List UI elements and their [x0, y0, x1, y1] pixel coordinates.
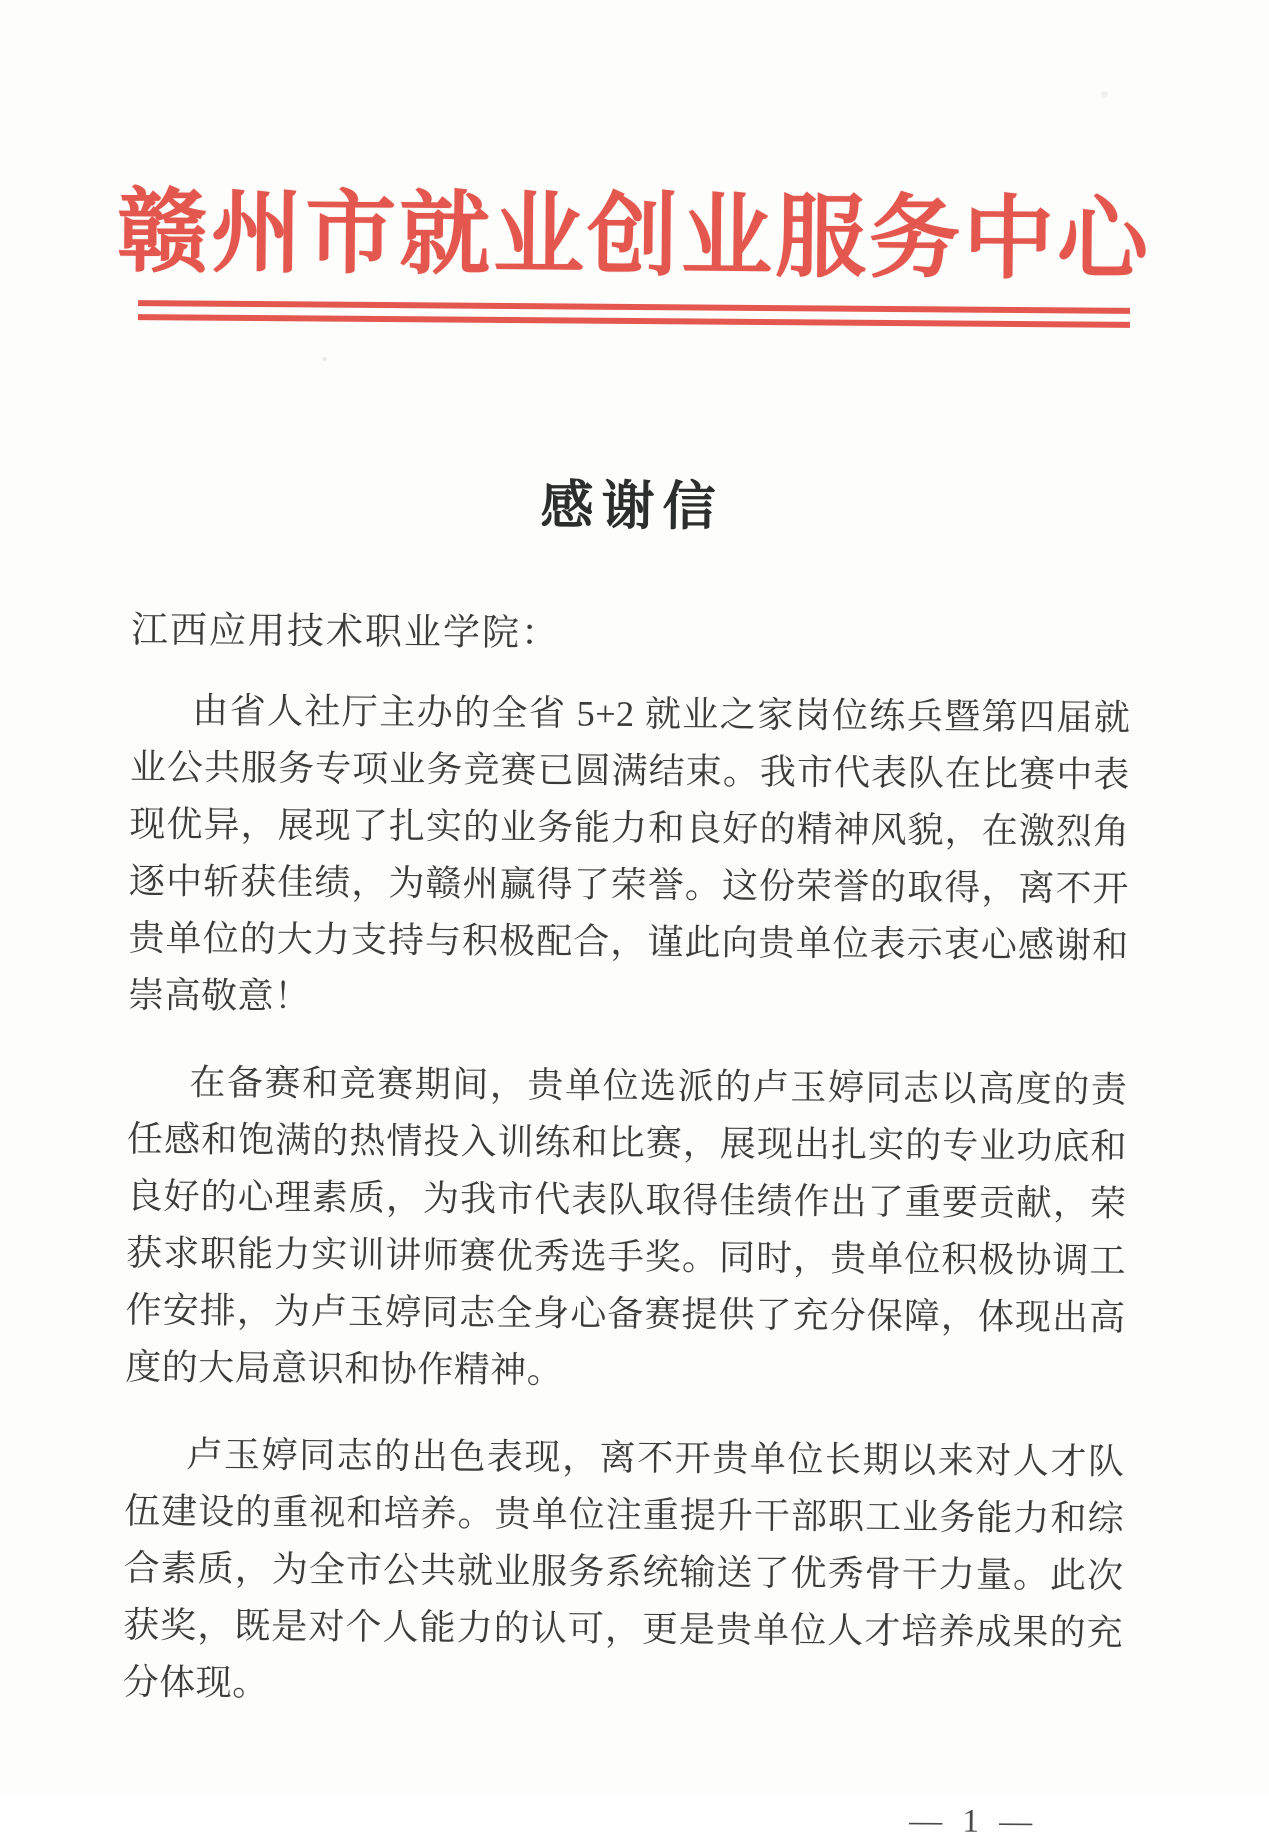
letterhead-title: 赣州市就业创业服务中心 — [116, 181, 1152, 292]
body-paragraph-2: 在备赛和竞赛期间，贵单位选派的卢玉婷同志以高度的责任感和饱满的热情投入训练和比赛，展现出扎实的专业功底和良好的心理素质，为我市代表队取得佳绩作出了重要贡献，荣获求职能力实训讲师赛优秀选手奖。同时，贵单位积极协调工作安排，为卢玉婷同志全身心备赛提供了充分保障，体现出高度的大局意识和协作精神。 — [125, 1062, 1128, 1390]
letter-body — [123, 606, 1132, 1719]
page-footer — [0, 1796, 1256, 1843]
page-content — [0, 181, 1269, 1841]
letterhead — [0, 181, 1269, 329]
body-paragraph-1: 由省人社厅主办的全省 5+2 就业之家岗位练兵暨第四届就业公共服务专项业务竞赛已圆满结束。我市代表队在比赛中表现优异，展现了扎实的业务能力和良好的精神风貌，在激烈角逐中斩获佳绩，为赣州赢得了荣誉。这份荣誉的取得，离不开贵单位的大力支持与积极配合，谨此向贵单位表示衷心感谢和崇高敬意！ — [127, 690, 1131, 1016]
document-title: 感谢信 — [540, 477, 724, 537]
page-number: — 1 — — [909, 1803, 1039, 1841]
salutation: 江西应用技术职业学院： — [130, 609, 561, 654]
letterhead-double-rule — [137, 300, 1129, 328]
body-paragraph-3: 卢玉婷同志的出色表现，离不开贵单位长期以来对人才队伍建设的重视和培养。贵单位注重提升干部职工业务能力和综合素质，为全市公共就业服务系统输送了优秀骨干力量。此次获奖，既是对个人能力的认可，更是贵单位人才培养成果的充分体现。 — [122, 1434, 1125, 1703]
